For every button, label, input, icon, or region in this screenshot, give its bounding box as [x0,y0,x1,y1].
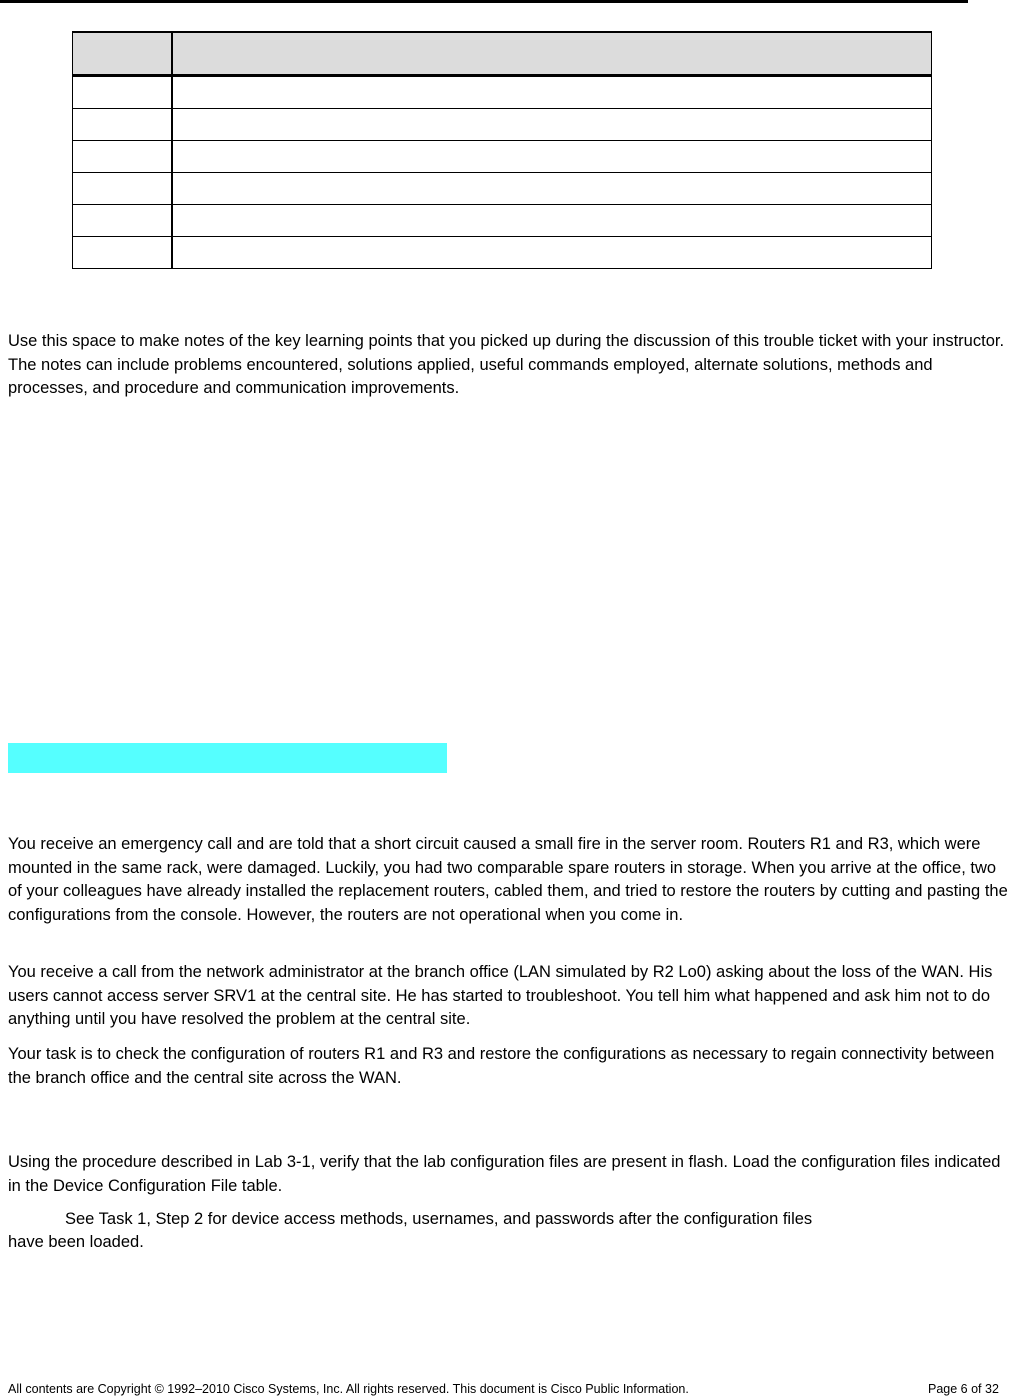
learning-notes-intro: Use this space to make notes of the key learning points that you picked up during the discussion of this trouble ticket with your instructor. The notes can include problems encountered, solutions applied, useful commands employed, alternate solutions, methods and processes, and procedure and communication improvements. [8,332,1005,397]
table-cell [73,76,173,109]
table-cell [172,237,932,269]
scenario-paragraph-2: You receive a call from the network administrator at the branch office (LAN simulated by R2 Lo0) asking about the loss of the WAN. His users cannot access server SRV1 at the central site. He has started to troubleshoot. You tell him what happened and ask him not to do anything until you have resolved the problem at the central site. [8,963,993,1028]
table-cell [73,109,173,141]
table-cell [73,141,173,173]
section-heading-highlight [8,743,447,773]
table-cell [73,237,173,269]
table-header-row [73,32,932,76]
table-cell [172,205,932,237]
procedure-note-continuation: have been loaded. [8,1233,144,1251]
scenario-paragraph-3: Your task is to check the configuration of routers R1 and R3 and restore the configurations as necessary to regain connectivity between the branch office and the central site across the WAN. [8,1045,995,1087]
procedure-note: See Task 1, Step 2 for device access methods, usernames, and passwords after the configuration files [65,1210,813,1228]
table-cell [172,173,932,205]
table-cell [73,205,173,237]
procedure-paragraph-1: Using the procedure described in Lab 3-1, verify that the lab configuration files are present in flash. Load the configuration files indicated in the Device Configuration File table. [8,1153,1001,1195]
table-cell [172,109,932,141]
table-row [73,237,932,269]
notes-table [72,31,932,269]
table-cell [73,173,173,205]
table-cell [172,76,932,109]
table-row [73,76,932,109]
table-cell [172,141,932,173]
table-row [73,205,932,237]
table-header-cell [73,32,173,76]
scenario-paragraph-1: You receive an emergency call and are told that a short circuit caused a small fire in the server room. Routers R1 and R3, which were mounted in the same rack, were damaged. Luckily, you had two comparable spare routers in storage. When you arrive at the office, two of your colleagues have already installed the replacement routers, cabled them, and tried to restore the routers by cutting and pasting the configurations from the console. However, the routers are not operational when you come in. [8,835,1008,924]
table-row [73,173,932,205]
table-row [73,109,932,141]
table-header-cell [172,32,932,76]
top-rule [0,0,968,3]
footer-copyright: All contents are Copyright © 1992–2010 Cisco Systems, Inc. All rights reserved. This document is Cisco Public Information. [8,1382,689,1396]
table-row [73,141,932,173]
footer-page-number: Page 6 of 32 [928,1382,999,1396]
